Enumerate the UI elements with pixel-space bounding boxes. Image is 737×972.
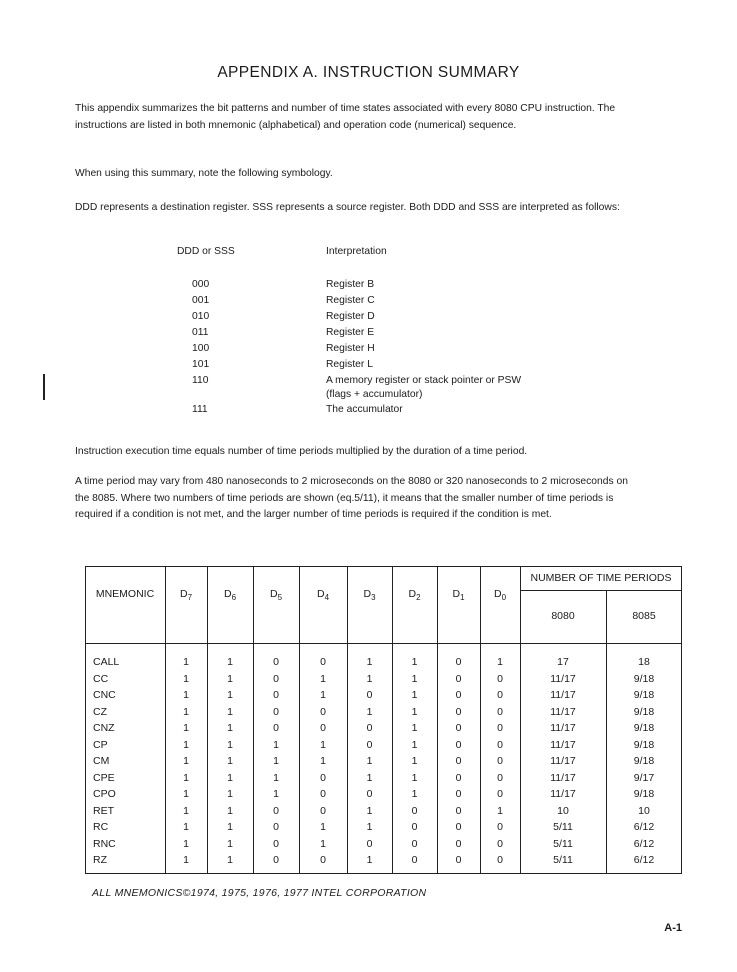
time-8085-cell: 9/18 [633,672,655,685]
bit-cell: 0 [497,788,503,800]
register-code: 111 [192,404,208,415]
bit-header-subscript: 4 [324,593,330,603]
bit-cell: 1 [227,672,233,685]
mnemonic-cell: CC [93,672,109,685]
bit-cell: 1 [320,672,326,685]
time-8080-cell: 17 [557,656,569,668]
bit-cell: 0 [497,738,503,751]
bit-cell: 0 [411,837,418,850]
header-divider [85,643,682,644]
register-interpretation: The accumulator [326,404,403,415]
mnemonic-cell: CNC [93,689,116,701]
mnemonic-cell: RZ [93,854,107,866]
bit-cell: 0 [366,837,373,850]
bit-cell: 1 [411,755,418,767]
register-interpretation: Register E [326,327,375,338]
copyright-footer: ALL MNEMONICS©1974, 1975, 1976, 1977 INTEL CORPORATION [92,887,427,899]
bit-header-base: D [179,588,188,600]
time-8080-cell: 11/17 [550,705,576,718]
bit-cell: 0 [273,705,279,718]
bit-header-subscript: 0 [501,593,507,603]
bit-cell: 0 [455,656,462,668]
mnemonic-cell: CZ [93,705,107,718]
bit-cell: 1 [183,722,189,734]
bit-cell: 0 [455,821,462,833]
bit-header-d6 [207,588,253,602]
bit-cell: 0 [366,788,373,800]
bit-cell: 1 [183,788,189,800]
register-row [177,311,577,327]
bit-header-base: D [452,588,461,600]
bit-cell: 0 [497,705,503,718]
time-8085-cell: 6/12 [633,837,655,850]
column-divider [85,566,86,873]
bit-cell: 0 [497,722,503,734]
register-header-code: DDD or SSS [177,246,235,257]
bit-cell: 1 [320,837,326,850]
bit-cell: 0 [273,804,279,817]
bit-cell: 1 [366,656,373,668]
bit-cell: 1 [183,755,189,767]
bit-cell: 1 [183,821,189,833]
bit-cell: 1 [227,771,233,784]
bit-cell: 0 [320,705,326,718]
time-8080-cell: 11/17 [550,771,576,784]
bit-cell: 0 [273,854,279,866]
time-8085-cell: 10 [638,804,650,817]
bit-cell: 1 [227,788,233,800]
bit-cell: 0 [497,672,503,685]
bit-cell: 1 [227,837,233,850]
bit-header-d4 [299,588,347,602]
bit-cell: 0 [497,771,503,784]
bit-cell: 1 [497,656,503,668]
ddd-sss-paragraph: DDD represents a destination register. SSS represents a source register. Both DDD and SSS are interpreted as follows: [75,202,620,213]
time-8080-cell: 11/17 [550,689,576,701]
bit-cell: 1 [411,788,418,800]
bit-header-base: D [363,588,372,600]
time-8085-cell: 9/18 [633,689,655,701]
bit-cell: 0 [320,788,326,800]
bit-header-d1 [437,588,480,602]
register-row [177,375,577,400]
bit-cell: 1 [320,689,326,701]
time-header-divider [520,590,682,591]
bit-cell: 0 [455,854,462,866]
bit-cell: 0 [320,656,326,668]
bit-header-d3 [347,588,392,602]
bit-cell: 1 [411,738,418,751]
register-header-interpretation: Interpretation [326,246,387,257]
bit-cell: 1 [497,804,503,817]
bit-cell: 0 [320,771,326,784]
bit-cell: 1 [227,722,233,734]
time-8080-cell: 5/11 [553,854,573,866]
time-8080-cell: 11/17 [550,738,576,751]
table-bottom-border [85,873,682,874]
time-8085-cell: 9/17 [633,771,655,784]
register-row [177,279,577,295]
bit-cell: 1 [183,656,189,668]
register-interpretation-note: (flags + accumulator) [326,389,423,400]
mnemonic-cell: RC [93,821,109,833]
bit-cell: 0 [366,738,373,751]
time-8080-cell: 11/17 [550,755,576,767]
time-8080-cell: 11/17 [550,788,576,800]
bit-header-base: D [493,588,502,600]
bit-cell: 1 [183,854,189,866]
register-interpretation: A memory register or stack pointer or PSW [326,375,522,386]
time-8085-cell: 9/18 [633,705,655,718]
bit-cell: 0 [455,837,462,850]
time-periods-header: NUMBER OF TIME PERIODS [530,572,672,584]
bit-cell: 0 [273,672,279,685]
bit-cell: 1 [227,689,233,701]
bit-cell: 0 [455,788,462,800]
bit-header-subscript: 3 [371,593,376,603]
bit-cell: 1 [366,821,373,833]
execution-time-paragraph: Instruction execution time equals number of time periods multiplied by the duration of a time period. [75,446,528,457]
bit-cell: 0 [455,689,462,701]
register-code: 110 [192,375,209,386]
bit-cell: 0 [273,837,279,850]
mnemonic-header: MNEMONIC [95,588,155,600]
col-8085-header: 8085 [632,610,656,622]
bit-header-base: D [316,588,325,600]
bit-header-subscript: 7 [187,593,193,603]
time-8080-cell: 10 [557,804,569,817]
bit-header-d5 [253,588,299,602]
register-interpretation: Register L [326,359,373,370]
bit-cell: 1 [366,854,373,866]
bit-header-base: D [408,588,417,600]
mnemonic-cell: CNZ [93,722,115,734]
bit-header-subscript: 2 [416,593,421,603]
bit-cell: 0 [411,821,418,833]
bit-header-subscript: 6 [231,593,237,603]
mnemonic-cell: CPE [93,771,115,784]
table-top-border [85,566,682,567]
bit-cell: 1 [411,689,418,701]
bit-cell: 0 [273,689,279,701]
bit-cell: 1 [273,755,279,767]
bit-cell: 1 [227,821,233,833]
bit-cell: 0 [273,821,279,833]
bit-cell: 0 [366,689,373,701]
col-8080-header: 8080 [551,610,575,622]
bit-cell: 1 [366,672,373,685]
bit-cell: 1 [227,755,233,767]
mnemonic-cell: CM [93,755,110,767]
bit-cell: 1 [183,689,189,701]
register-code: 001 [192,295,210,306]
register-row [177,404,577,420]
bit-cell: 0 [320,854,326,866]
bit-cell: 0 [497,689,503,701]
bit-cell: 0 [455,722,462,734]
time-period-paragraph: A time period may vary from 480 nanoseconds to 2 microseconds on the 8080 or 320 nanoseconds to 2 microseconds on the 8085. Where two numbers of time periods are shown (eq.5/11), it means that the smaller number of time periods is required if a condition is not met, and the larger number of time periods is required if the condition is met. [75,476,628,520]
time-8085-cell: 9/18 [633,722,655,734]
mnemonic-cell: RNC [93,837,116,850]
page-title: APPENDIX A. INSTRUCTION SUMMARY [217,64,520,81]
bit-cell: 1 [183,837,189,850]
bit-cell: 0 [497,821,503,833]
bit-cell: 1 [183,672,189,685]
bit-header-d7 [165,588,207,602]
bit-cell: 0 [320,722,326,734]
bit-cell: 1 [227,804,233,817]
register-row [177,343,577,359]
bit-cell: 0 [455,705,462,718]
time-8085-cell: 18 [638,656,650,668]
time-8085-cell: 9/18 [633,755,655,767]
bit-cell: 1 [411,722,418,734]
register-row [177,359,577,375]
bit-cell: 1 [227,854,233,866]
bit-cell: 1 [366,755,373,767]
bit-cell: 1 [227,738,233,751]
bit-cell: 1 [411,771,418,784]
symbology-paragraph: When using this summary, note the following symbology. [75,168,333,179]
bit-cell: 1 [273,771,279,784]
time-8085-cell: 9/18 [633,788,655,800]
mnemonic-cell: CP [93,738,108,751]
bit-cell: 1 [273,738,279,751]
bit-cell: 0 [497,837,503,850]
bit-cell: 0 [411,804,418,817]
bit-cell: 1 [366,804,373,817]
time-8080-cell: 11/17 [550,722,576,734]
register-code: 100 [192,343,210,354]
bit-cell: 1 [411,672,418,685]
bit-cell: 0 [455,672,462,685]
bit-cell: 1 [183,771,189,784]
bit-cell: 1 [183,705,189,718]
bit-cell: 1 [273,788,279,800]
bit-cell: 1 [366,705,373,718]
bit-cell: 0 [497,755,503,767]
bit-cell: 0 [411,854,418,866]
register-code: 000 [192,279,210,290]
register-interpretation: Register C [326,295,375,306]
bit-cell: 1 [320,821,326,833]
bit-header-subscript: 5 [277,593,283,603]
mnemonic-cell: CPO [93,788,116,800]
time-8080-cell: 5/11 [553,821,573,833]
bit-cell: 1 [227,656,233,668]
time-8085-cell: 6/12 [633,854,655,866]
bit-header-subscript: 1 [460,593,465,603]
bit-cell: 1 [320,738,326,751]
time-8080-cell: 11/17 [550,672,576,685]
register-interpretation: Register H [326,343,375,354]
bit-cell: 1 [411,705,418,718]
bit-cell: 0 [455,771,462,784]
bit-header-base: D [223,588,232,600]
bit-header-d0 [480,588,520,602]
bit-cell: 0 [273,722,279,734]
bit-cell: 0 [455,804,462,817]
time-8085-cell: 9/18 [633,738,655,751]
mnemonic-cell: CALL [93,656,120,668]
bit-cell: 0 [320,804,326,817]
register-interpretation: Register B [326,279,375,290]
bit-cell: 0 [497,854,503,866]
register-interpretation: Register D [326,311,375,322]
bit-cell: 0 [455,738,462,751]
bit-cell: 0 [366,722,373,734]
bit-header-d2 [392,588,437,602]
bit-cell: 1 [366,771,373,784]
bit-cell: 0 [455,755,462,767]
register-row [177,295,577,311]
register-code: 011 [192,327,209,338]
register-code: 101 [192,359,210,370]
bit-cell: 1 [183,738,189,751]
time-8080-cell: 5/11 [553,837,573,850]
bit-cell: 1 [320,755,326,767]
instruction-table [85,566,682,873]
bit-header-base: D [269,588,278,600]
mnemonic-cell: RET [93,804,114,817]
bit-cell: 1 [183,804,189,817]
register-code: 010 [192,311,210,322]
bit-cell: 1 [227,705,233,718]
register-row [177,327,577,343]
bit-cell: 0 [273,656,279,668]
time-8085-cell: 6/12 [633,821,655,833]
change-bar [43,374,45,400]
bit-cell: 1 [411,656,418,668]
page-number: A-1 [664,922,682,934]
intro-paragraph: This appendix summarizes the bit patterns and number of time states associated with every 8080 CPU instruction. The instructions are listed in both mnemonic (alphabetical) and operation code (numerical) sequence. [75,103,616,131]
